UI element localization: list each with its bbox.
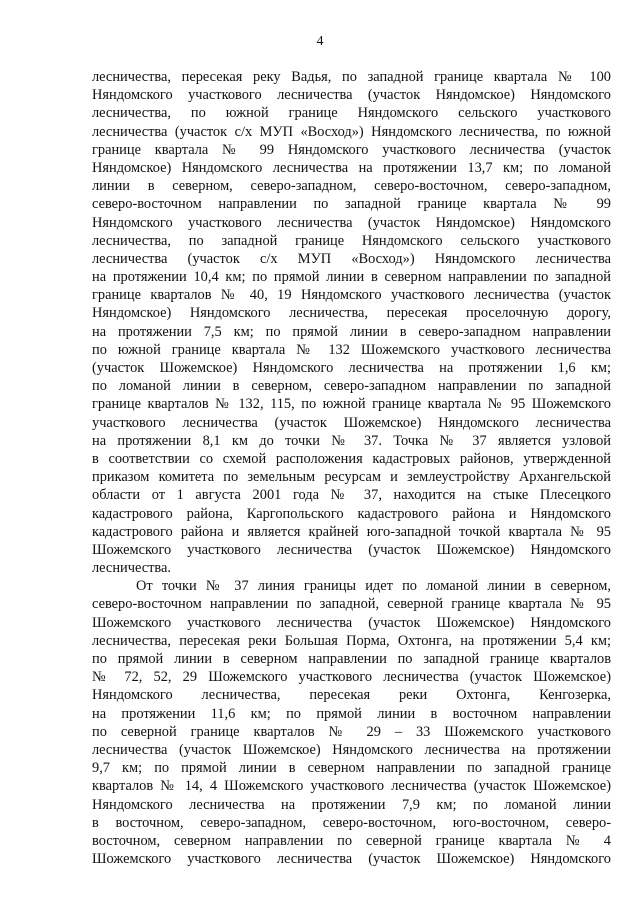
text-line: кадастрового района и является крайней юго-западной точкой квартала № 95 <box>92 523 611 540</box>
text-line: участкового лесничества (участок Шожемское) Няндомского лесничества <box>92 414 611 431</box>
text-line: на протяжении 7,5 км; по прямой линии в северо-западном направлении <box>92 323 611 340</box>
text-line: кварталов № 14, 4 Шожемского участкового лесничества (участок Шожемское) <box>92 778 611 795</box>
text-line: лесничества, по западной границе Няндомского сельского участкового <box>92 232 611 249</box>
text-line: № 72, 52, 29 Шожемского участкового лесничества (участок Шожемское) <box>92 669 611 686</box>
text-line: на протяжении 11,6 км; по прямой линии в восточном направлении <box>92 705 611 722</box>
text-line: границе кварталов № 132, 115, по южной границе квартала № 95 Шожемского <box>92 396 611 413</box>
text-line: лесничества (участок с/х МУП «Восход») Няндомского лесничества <box>92 250 611 267</box>
text-line: Няндомского лесничества на протяжении 7,9 км; по ломаной линии <box>92 796 611 813</box>
text-line: лесничества, по южной границе Няндомского сельского участкового <box>92 105 611 122</box>
text-line: Няндомское) Няндомского лесничества, пересекая проселочную дорогу, <box>92 305 611 322</box>
text-line: Няндомского участкового лесничества (участок Няндомское) Няндомского <box>92 87 611 104</box>
text-line: Шожемского участкового лесничества (участок Шожемское) Няндомского <box>92 851 611 868</box>
text-line: лесничества. <box>92 560 171 577</box>
text-line: границе кварталов № 40, 19 Няндомского участкового лесничества (участок <box>92 287 611 304</box>
text-line: (участок Шожемское) Няндомского лесничества на протяжении 1,6 км; <box>92 360 611 376</box>
text-line: по прямой линии в северном направлении по западной границе кварталов <box>92 651 611 667</box>
text-line: северо-восточном направлении по западной границе квартала № 99 <box>92 196 611 213</box>
text-line: восточном, северном направлении по северной границе квартала № 4 <box>92 832 611 849</box>
text-line: От точки № 37 линия границы идет по ломаной линии в северном, <box>136 578 611 595</box>
document-body <box>92 68 611 868</box>
text-line: в восточном, северо-западном, северо-восточном, юго-восточном, северо- <box>92 814 611 831</box>
page-number: 4 <box>316 34 324 49</box>
text-line: по ломаной линии в северном, северо-западном направлении по западной <box>92 378 611 395</box>
text-line: на протяжении 8,1 км до точки № 37. Точка № 37 является узловой <box>92 432 611 449</box>
text-line: приказом комитета по земельным ресурсам и землеустройству Архангельской <box>92 469 611 486</box>
text-line: Няндомского участкового лесничества (участок Няндомское) Няндомского <box>92 214 611 231</box>
text-line: в соответствии со схемой расположения кадастровых районов, утвержденной <box>92 450 611 467</box>
text-line: границе квартала № 99 Няндомского участкового лесничества (участок <box>92 141 611 158</box>
text-line: по южной границе квартала № 132 Шожемского участкового лесничества <box>92 341 611 358</box>
text-line: Няндомского лесничества, пересекая реки Охтонга, Кенгозерка, <box>92 687 611 704</box>
text-line: на протяжении 10,4 км; по прямой линии в северном направлении по западной <box>92 269 611 286</box>
text-line: линии в северном, северо-западном, северо-восточном, северо-западном, <box>92 178 611 195</box>
text-line: области от 1 августа 2001 года № 37, находится на стыке Плесецкого <box>92 487 611 504</box>
text-line: лесничества, пересекая реки Большая Порма, Охтонга, на протяжении 5,4 км; <box>92 632 611 649</box>
text-line: кадастрового района, Каргопольского кадастрового района и Няндомского <box>92 505 611 522</box>
text-line: Няндомское) Няндомского лесничества на протяжении 13,7 км; по ломаной <box>92 159 611 176</box>
text-line: по северной границе кварталов № 29 – 33 Шожемского участкового <box>92 723 611 740</box>
text-line: лесничества (участок с/х МУП «Восход») Няндомского лесничества, по южной <box>92 123 611 140</box>
text-line: северо-восточном направлении по западной, северной границе квартала № 95 <box>92 596 611 613</box>
text-line: лесничества (участок Шожемское) Няндомского лесничества на протяжении <box>92 741 611 758</box>
text-line: лесничества, пересекая реку Вадья, по западной границе квартала № 100 <box>92 69 611 85</box>
text-line: 9,7 км; по прямой линии в северном направлении по западной границе <box>92 760 611 777</box>
text-line: Шожемского участкового лесничества (участок Шожемское) Няндомского <box>92 614 611 631</box>
text-line: Шожемского участкового лесничества (участок Шожемское) Няндомского <box>92 541 611 558</box>
